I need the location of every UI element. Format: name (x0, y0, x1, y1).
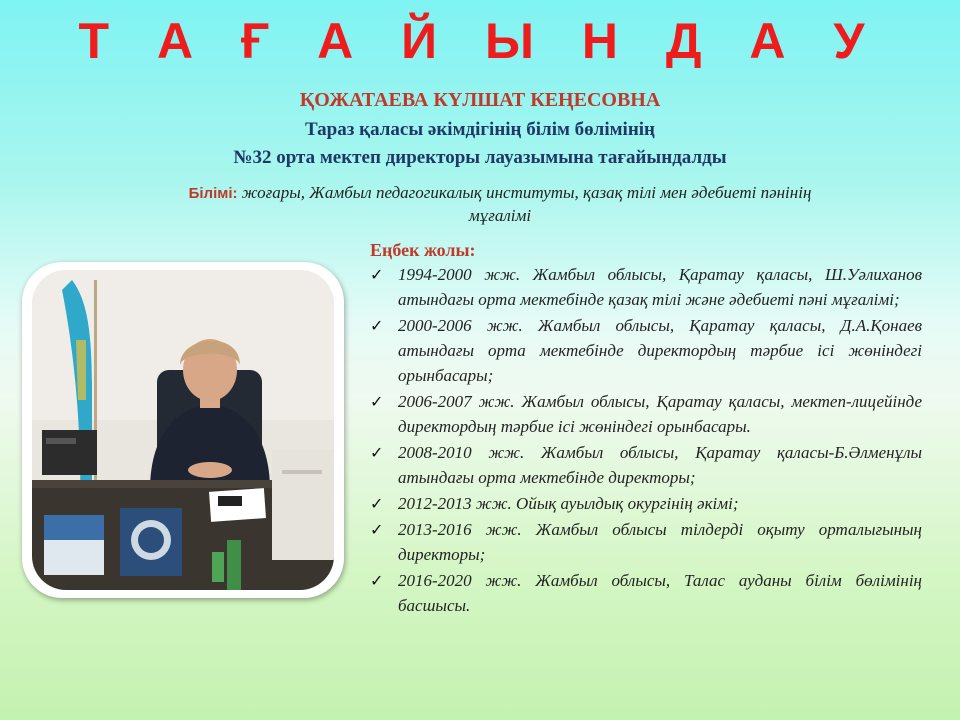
career-item-text: 2013-2016 жж. Жамбыл облысы тілдерді оқыту орталығының директоры; (398, 520, 922, 564)
career-item-text: 1994-2000 жж. Жамбыл облысы, Қаратау қаласы, Ш.Уәлиханов атындағы орта мектебінде қазақ тілі және әдебиеті пәні мұғалімі; (398, 265, 922, 309)
check-icon: ✓ (370, 571, 384, 590)
list-item (370, 517, 922, 567)
list-item (370, 440, 922, 490)
career-item-text: 2008-2010 жж. Жамбыл облысы, Қаратау қаласы-Б.Әлменұлы атындағы орта мектебінде директоры; (398, 443, 922, 487)
career-item-text: 2012-2013 жж. Ойық ауылдық окургінің әкімі; (398, 494, 739, 513)
check-icon: ✓ (370, 316, 384, 335)
check-icon: ✓ (370, 494, 384, 513)
career-block (370, 238, 922, 619)
check-icon: ✓ (370, 520, 384, 539)
person-name: ҚОЖАТАЕВА КҮЛШАТ КЕҢЕСОВНА (299, 89, 661, 111)
check-icon: ✓ (370, 443, 384, 462)
subtitle-line-1: Тараз қаласы әкімдігінің білім бөлімінің (304, 119, 655, 140)
check-icon: ✓ (370, 392, 384, 411)
subtitle-line-2: №32 орта мектеп директоры лауазымына тағайындалды (233, 147, 727, 168)
check-icon: ✓ (370, 265, 384, 284)
list-item (370, 313, 922, 388)
education-label: Білімі: (188, 185, 238, 202)
list-item (370, 389, 922, 439)
career-item-text: 2016-2020 жж. Жамбыл облысы, Талас ауданы білім бөлімінің басшысы. (398, 571, 922, 615)
career-list (370, 262, 922, 618)
education-block (170, 182, 830, 227)
page-title: Т А Ғ А Й Ы Н Д А У (78, 13, 882, 69)
portrait-photo (32, 270, 334, 590)
career-label: Еңбек жолы: (370, 240, 476, 260)
career-item-text: 2000-2006 жж. Жамбыл облысы, Қаратау қаласы, Д.А.Қонаев атындағы орта мектебінде директордың тәрбие ісі жөніндегі орынбасары; (398, 316, 922, 385)
list-item (370, 262, 922, 312)
list-item (370, 491, 922, 516)
education-text: жоғары, Жамбыл педагогикалық институты, қазақ тілі мен әдебиеті пәнінің мұғалімі (241, 183, 812, 225)
portrait-frame (22, 262, 344, 598)
career-item-text: 2006-2007 жж. Жамбыл облысы, Қаратау қаласы, мектеп-лицейінде директордың тәрбие ісі жөніндегі орынбасары. (398, 392, 922, 436)
list-item (370, 568, 922, 618)
